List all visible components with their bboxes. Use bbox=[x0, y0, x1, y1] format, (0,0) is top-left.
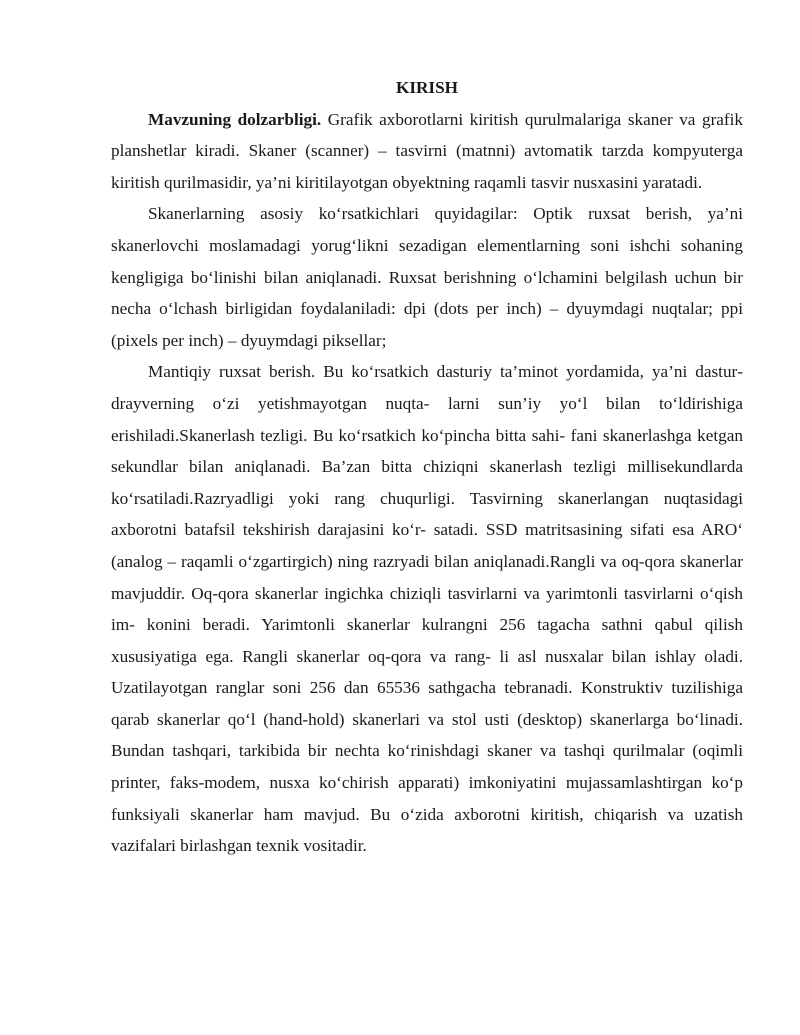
page-title: KIRISH bbox=[395, 78, 459, 97]
paragraph-text: Grafik axborotlarni kiritish qurulmalariga skaner va grafik planshetlar kiradi. Skaner (scanner) – tasvirni (matnni) avtomatik tarzda kompyuterga kiritish qurilmasidir, ya’ni kiritilayotgan obyektning raqamli tasvir nusxasini yaratadi. bbox=[111, 109, 744, 192]
paragraph-text: Skanerlarning asosiy ko‘rsatkichlari quyidagilar: Optik ruxsat berish, ya’ni skanerlovchi moslamadagi yorug‘likni sezadigan elementlarning soni ishchi sohaning kengligiga bo‘linishi bilan aniqlanadi. Ruxsat berishning o‘lchamini belgilash uchun bir necha o‘lchash birligidan foydalaniladi: dpi (dots per inch) – dyuymdagi nuqtalar; ppi (pixels per inch) – dyuymdagi piksellar; bbox=[111, 204, 743, 350]
paragraph-relevance bbox=[111, 104, 743, 199]
paragraph-text: Mantiqiy ruxsat berish. Bu ko‘rsatkich dasturiy ta’minot yordamida, ya’ni dasturdrayverning o‘zi yetishmayotgan nuqta- larni sun’iy yo‘l bilan to‘ldirishiga erishiladi.Skanerlash tezligi. Bu ko‘rsatkich ko‘pincha bitta sahi- fani skanerlashga ketgan sekundlar bilan aniqlanadi. Ba’zan bitta chiziqni skanerlash tezligi millisekundlarda ko‘rsatiladi.Razryadligi yoki rang chuqurligi. Tasvirning skanerlangan nuqtasidagi axborotni batafsil tekshirish darajasini ko‘r- satadi. SSD matritsasining sifati esa ARO‘ (analog – raqamli o‘zgartirgich) ning razryadi bilan aniqlanadi.Rangli va oq-qora skanerlar mavjuddir. Oq-qora skanerlar ingichka chiziqli tasvirlarni va yarimtonli tasvirlarni o‘qish im- konini beradi. Yarimtonli skanerlar kulrangni 256 tagacha sathni qabul qilish xususiyatiga ega. Rangli skanerlar oq-qora va rang- li asl nusxalar bilan ishlay oladi. Uzatilayotgan ranglar soni 256 dan 65536 sathgacha tebranadi. Konstruktiv tuzilishiga qarab skanerlar qo‘l (hand-hold) skanerlari va stol usti (desktop) skanerlarga bo‘linadi. Bundan tashqari, tarkibida bir nechta ko‘rinishdagi skaner va tashqi qurilmalar (oqimli printer, faks-modem, nusxa ko‘chirish apparati) imkoniyatini mujassamlashtirgan ko‘p funksiyali skanerlar ham mavjud. Bu o‘zida axborotni kiritish, chiqarish va uzatish vazifalari birlashgan texnik vositadir. bbox=[111, 362, 743, 856]
paragraph-logical-resolution bbox=[111, 356, 743, 862]
paragraph-scanner-indicators bbox=[111, 198, 743, 356]
document-body bbox=[111, 72, 743, 862]
paragraph-lead: Mavzuning dolzarbligi. bbox=[148, 109, 322, 129]
